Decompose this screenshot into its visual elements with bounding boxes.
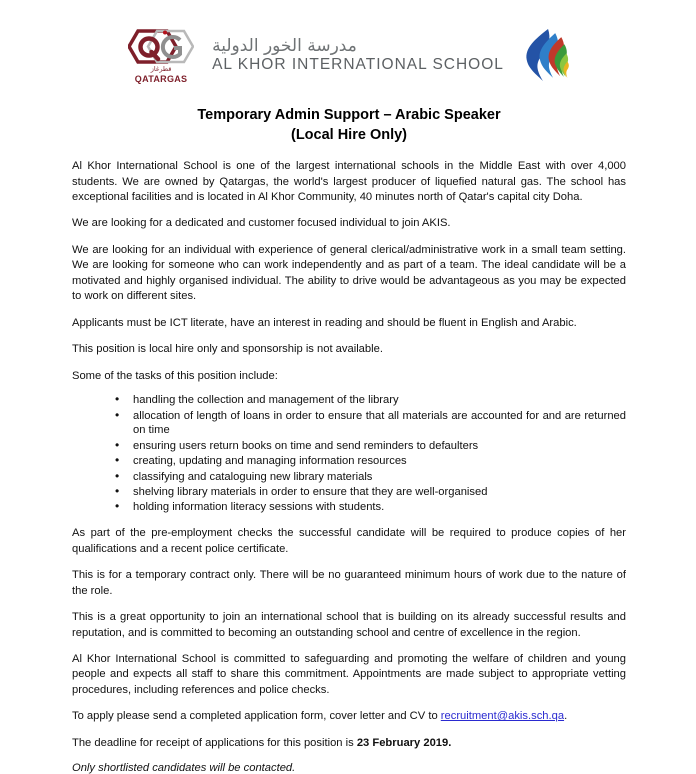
list-item: • handling the collection and management of the library [115,393,626,408]
list-item: • classifying and cataloguing new library materials [115,470,626,485]
apply-trail-text: . [564,710,568,723]
deadline-date: 23 February 2019. [356,736,452,749]
qatargas-wordmark: QATARGAS [134,74,188,84]
list-item: • allocation of length of loans in order to ensure that all materials are accounted for and are returned on time [115,409,626,439]
recruitment-email-link[interactable]: recruitment@akis.sch.qa [440,710,565,723]
school-arabic-name: مدرسة الخور الدولية [212,35,357,56]
paragraph-deadline [72,736,626,751]
qatargas-monogram-icon [128,28,194,65]
tasks-list [72,393,626,515]
job-title [72,106,626,145]
deadline-lead-text: The deadline for receipt of applications for this position is [72,736,357,749]
paragraph-apply [72,709,626,724]
paragraph-looking-for-short: We are looking for a dedicated and customer focused individual to join AKIS. [72,217,451,230]
list-item: • holding information literacy sessions with students. [115,500,626,515]
apply-lead-text: To apply please send a completed application form, cover letter and CV to [72,710,441,723]
paragraph-pre-employment: As part of the pre-employment checks the successful candidate will be required to produce copies of her qualifications and a recent police certificate. [72,527,626,555]
job-title-line-1: Temporary Admin Support – Arabic Speaker [197,107,501,123]
paragraph-requirements: Applicants must be ICT literate, have an interest in reading and should be fluent in English and Arabic. [72,316,577,329]
flame-emblem-icon [518,28,572,84]
school-english-name: AL KHOR INTERNATIONAL SCHOOL [212,56,504,74]
paragraph-local-hire: This position is local hire only and sponsorship is not available. [72,343,383,356]
list-item: • ensuring users return books on time and send reminders to defaulters [115,439,626,454]
paragraph-role-description: We are looking for an individual with experience of general clerical/administrative work in a small team setting. We are looking for someone who can work independently and as part of a team. The ideal candidate will be a motivated and highly organised individual. The ability to drive would be advantageous as you may be expected to work on different sites. [72,243,626,303]
paragraph-intro: Al Khor International School is one of the largest international schools in the Middle East with over 4,000 students. We are owned by Qatargas, the world's largest producer of liquefied natural gas. The school has exceptional facilities and is located in Al Khor Community, 40 minutes north of Qatar's capital city Doha. [72,160,626,204]
list-item: • shelving library materials in order to ensure that they are well-organised [115,485,626,500]
paragraph-temporary-contract: This is for a temporary contract only. There will be no guaranteed minimum hours of work due to the nature of the role. [72,569,626,597]
paragraph-opportunity: This is a great opportunity to join an international school that is building on its already successful results and reputation, and is committed to becoming an outstanding school and centre of excellence in the region. [72,611,626,639]
school-name-lockup [212,37,504,76]
paragraph-closing-note: Only shortlisted candidates will be contacted. [72,762,296,774]
job-title-line-2: (Local Hire Only) [290,126,408,143]
header-logo-band [0,0,696,90]
paragraph-safeguarding: Al Khor International School is committed to safeguarding and promoting the welfare of children and young people and expects all staff to share this commitment. Appointments are made subject to appropriate vetting procedures, including references and police checks. [72,652,626,696]
list-item: • creating, updating and managing information resources [115,454,626,469]
paragraph-tasks-intro: Some of the tasks of this position include: [72,369,278,382]
document-body [0,106,696,774]
qatargas-arabic-name: قطرغاز [150,65,172,73]
qatargas-logo [124,28,198,84]
